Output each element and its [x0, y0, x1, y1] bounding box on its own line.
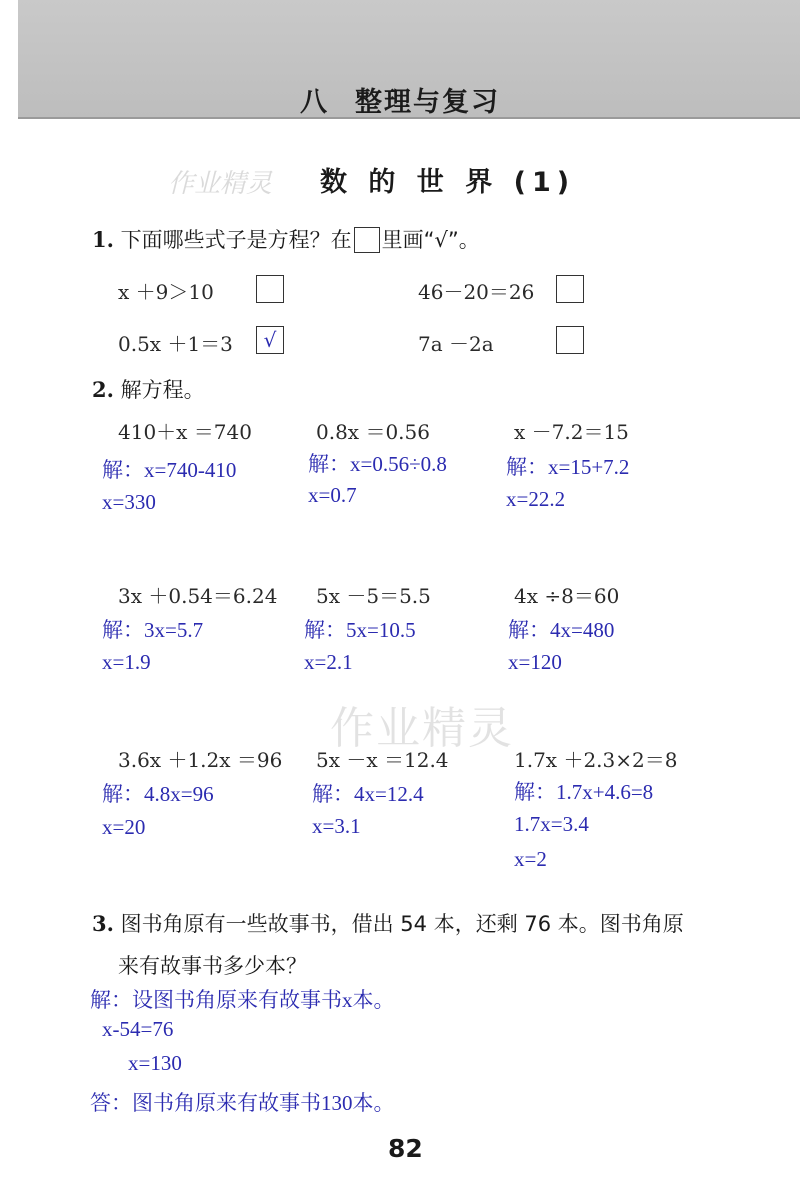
q1-answer-box[interactable] [556, 275, 584, 303]
q1-expression: x ＋9＞10 [118, 280, 214, 304]
handwritten-answer: 解：5x=10.5 [304, 618, 416, 642]
handwritten-answer: x=120 [508, 650, 562, 674]
page-number: 82 [388, 1134, 423, 1163]
q2-number: 2. [92, 377, 114, 402]
handwritten-answer: 解：4.8x=96 [102, 782, 214, 806]
q2-expression: 3x ＋0.54＝6.24 [118, 584, 278, 608]
q2-expression: x －7.2＝15 [514, 420, 629, 444]
handwritten-answer: 答：图书角原来有故事书130本。 [90, 1091, 395, 1115]
q2-expression: 410＋x ＝740 [118, 420, 252, 444]
handwritten-answer: x=22.2 [506, 487, 566, 511]
handwritten-answer: 解：1.7x+4.6=8 [514, 780, 654, 804]
q3-prompt-line2: 来有故事书多少本？ [118, 954, 307, 978]
watermark: 作业精灵 [330, 703, 514, 754]
q2-prompt [92, 374, 205, 404]
q1-expression: 46－20＝26 [418, 280, 535, 304]
q2-prompt-text: 解方程。 [120, 378, 205, 402]
chapter-title [300, 80, 500, 119]
handwritten-answer: x=330 [102, 490, 156, 514]
handwritten-answer: 解：3x=5.7 [102, 618, 204, 642]
handwritten-answer: 解：4x=480 [508, 618, 615, 642]
q1-expression: 7a －2a [418, 332, 494, 356]
handwritten-answer: x=2 [514, 847, 547, 871]
q2-expression: 0.8x ＝0.56 [316, 420, 430, 444]
handwritten-answer: x=20 [102, 815, 146, 839]
handwritten-answer: 1.7x=3.4 [514, 812, 589, 836]
q2-expression: 3.6x ＋1.2x ＝96 [118, 748, 283, 772]
handwritten-answer: 解：x=15+7.2 [506, 455, 630, 479]
q1-answer-box[interactable] [556, 326, 584, 354]
chapter-number: 八 [300, 87, 329, 118]
handwritten-answer: x=2.1 [304, 650, 353, 674]
handwritten-answer: 解：x=740-410 [102, 458, 237, 482]
watermark: 作业精灵 [168, 169, 273, 199]
handwritten-answer: x-54=76 [102, 1017, 174, 1041]
section-title: 数 的 世 界 (1) [320, 167, 576, 198]
handwritten-answer: x=3.1 [312, 814, 361, 838]
handwritten-answer: x=1.9 [102, 650, 151, 674]
q3-number: 3. [92, 911, 114, 936]
handwritten-answer: x=130 [128, 1051, 182, 1075]
q1-expression: 0.5x ＋1＝3 [118, 332, 233, 356]
q2-expression: 5x －5＝5.5 [316, 584, 431, 608]
q3-prompt-line1 [92, 908, 684, 938]
q2-expression: 4x ÷8＝60 [514, 584, 620, 608]
q1-number: 1. [92, 227, 114, 252]
q1-prompt-before: 下面哪些式子是方程？在 [120, 228, 352, 252]
q1-answer-box[interactable] [256, 275, 284, 303]
handwritten-answer: 解：4x=12.4 [312, 782, 424, 806]
q2-expression: 5x －x ＝12.4 [316, 748, 449, 772]
q3-prompt-text: 图书角原有一些故事书，借出 54 本，还剩 76 本。图书角原 [120, 912, 684, 936]
handwritten-answer: 解：x=0.56÷0.8 [308, 452, 447, 476]
q1-prompt-after: 里画“√”。 [381, 228, 480, 252]
handwritten-answer: x=0.7 [308, 483, 357, 507]
q1-answer-box[interactable]: √ [256, 326, 284, 354]
q2-expression: 1.7x ＋2.3×2＝8 [514, 748, 678, 772]
chapter-name: 整理与复习 [355, 87, 500, 118]
handwritten-answer: 解：设图书角原来有故事书x本。 [90, 988, 395, 1012]
inline-checkbox [354, 227, 380, 253]
q1-prompt [92, 224, 480, 254]
